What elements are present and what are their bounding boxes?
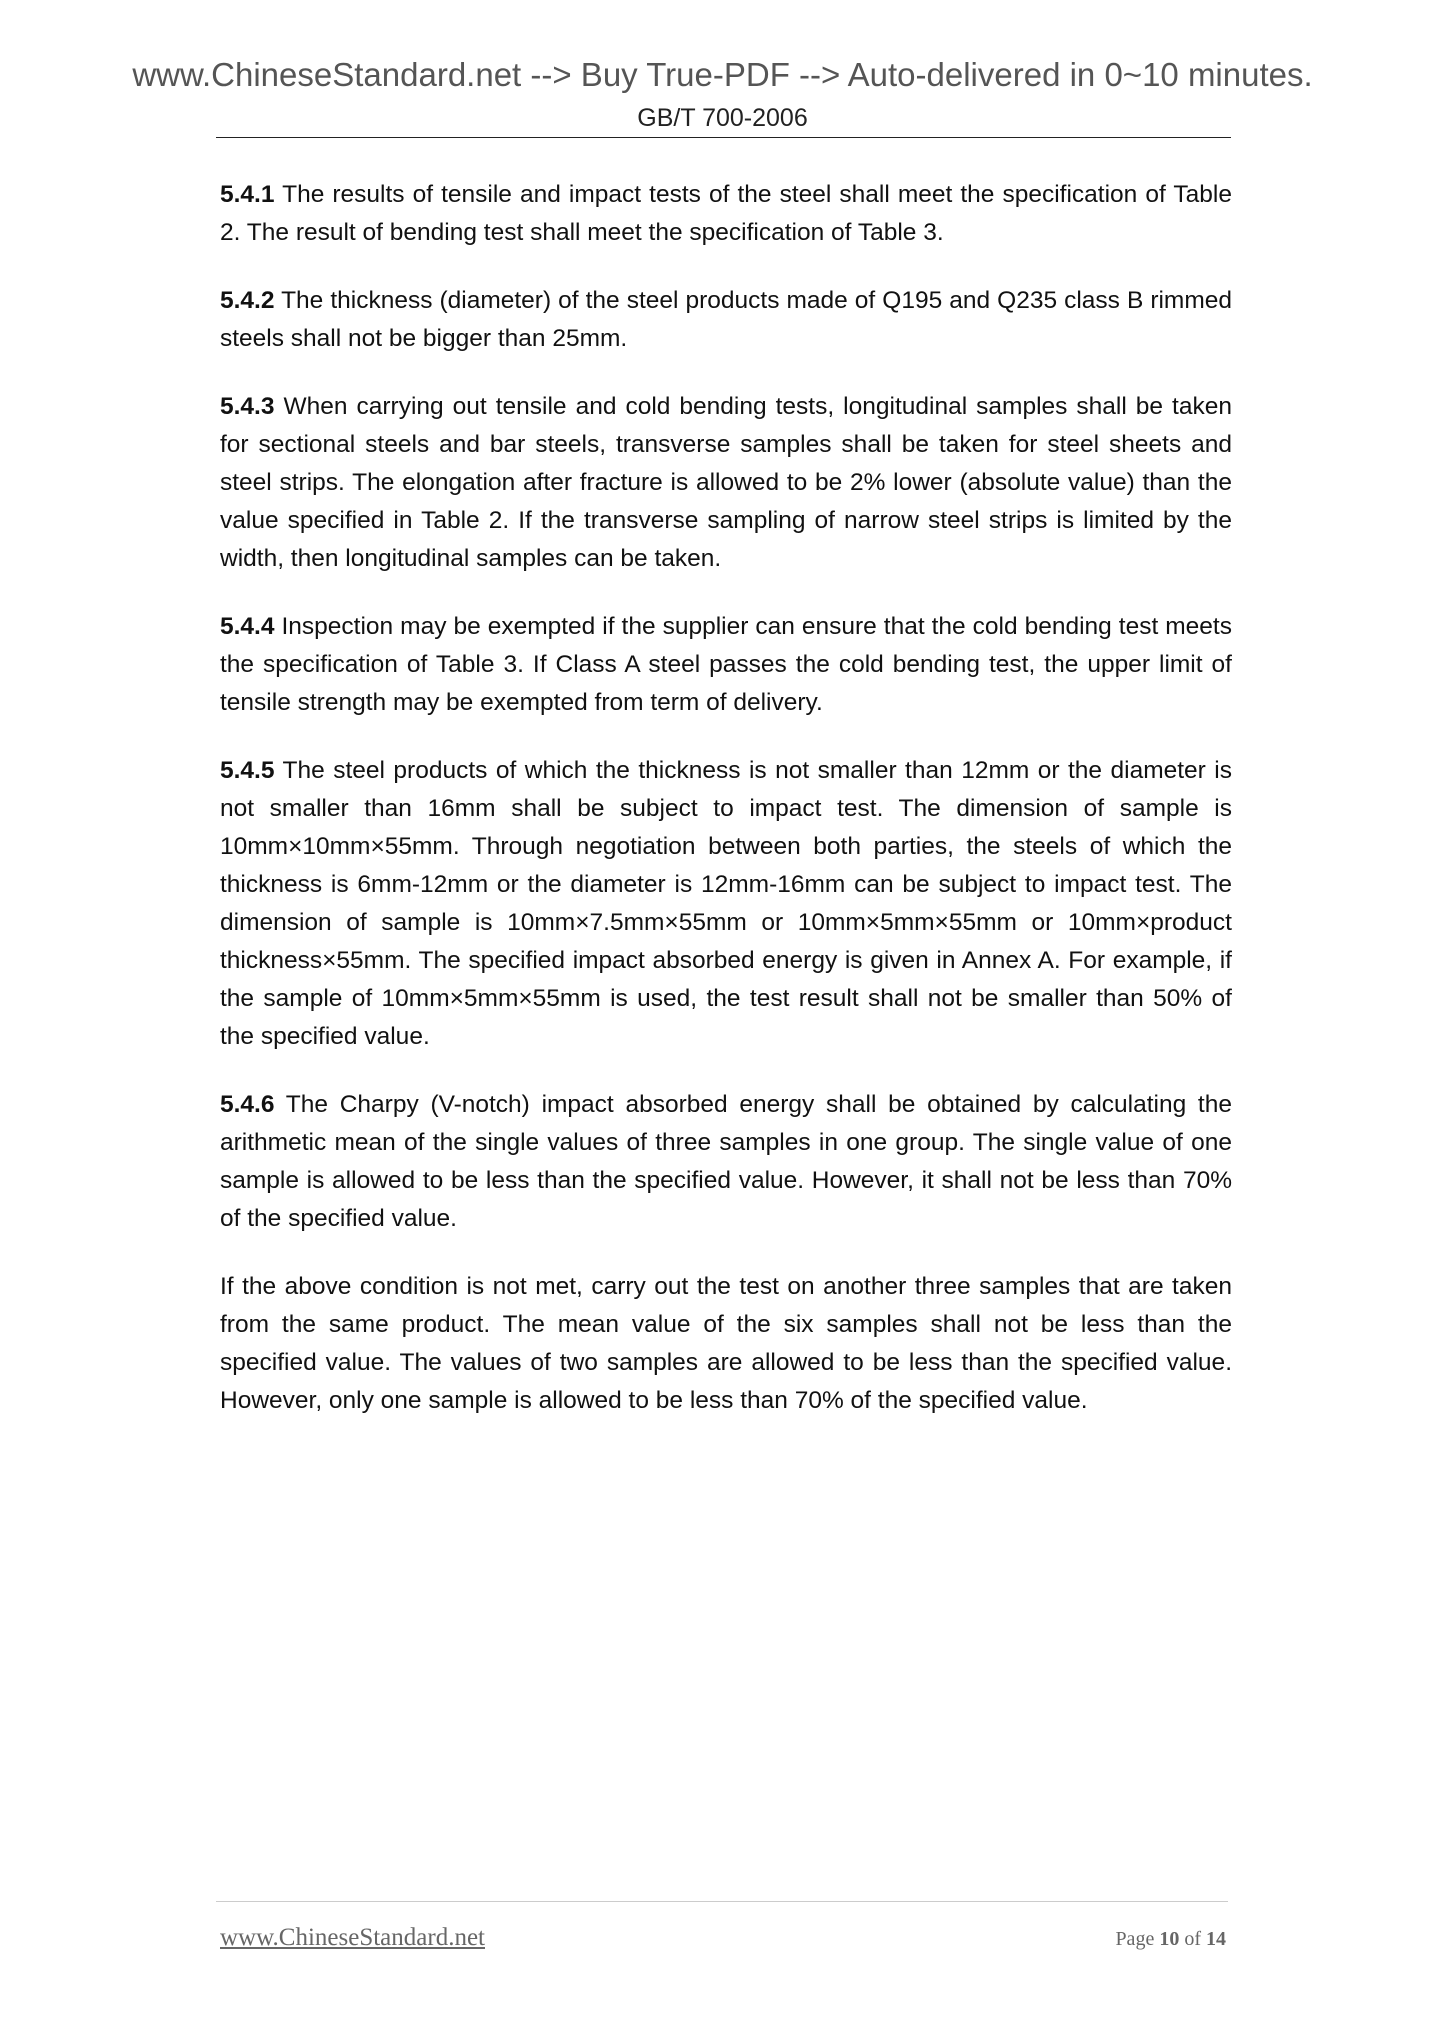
clause-number: 5.4.3 [220, 393, 275, 420]
paragraph-5-4-3 [220, 388, 1232, 578]
page-current: 10 [1159, 1928, 1180, 1950]
paragraph-text: Inspection may be exempted if the supplier can ensure that the cold bending test meets the specification of Table 3. If Class A steel passes the cold bending test, the upper limit of tensile strength may be exempted from term of delivery. [220, 613, 1232, 716]
paragraph-text: The thickness (diameter) of the steel products made of Q195 and Q235 class B rimmed steels shall not be bigger than 25mm. [220, 287, 1232, 352]
page-of-label: of [1184, 1928, 1201, 1950]
clause-number: 5.4.1 [220, 181, 275, 208]
paragraph-text: The results of tensile and impact tests of the steel shall meet the specification of Table 2. The result of bending test shall meet the specification of Table 3. [220, 181, 1232, 246]
footer-divider [216, 1901, 1228, 1902]
paragraph-5-4-1 [220, 176, 1232, 252]
paragraph-5-4-2 [220, 282, 1232, 358]
clause-number: 5.4.2 [220, 287, 275, 314]
paragraph-5-4-4 [220, 608, 1232, 722]
footer-website-link[interactable]: www.ChineseStandard.net [220, 1924, 485, 1951]
clause-number: 5.4.5 [220, 757, 275, 784]
paragraph-5-4-6 [220, 1086, 1232, 1238]
paragraph-5-4-5 [220, 752, 1232, 1056]
page-label: Page [1115, 1928, 1155, 1950]
standard-code: GB/T 700-2006 [637, 104, 808, 132]
header-banner-link[interactable]: www.ChineseStandard.net --> Buy True-PDF --> Auto-delivered in 0~10 minutes. [132, 56, 1313, 93]
header-divider [216, 137, 1231, 138]
paragraph-text: The steel products of which the thickness is not smaller than 12mm or the diameter is not smaller than 16mm shall be subject to impact test. The dimension of sample is 10mm×10mm×55mm. Through negotiation between both parties, the steels of which the thickness is 6mm-12mm or the diameter is 12mm-16mm can be subject to impact test. The dimension of sample is 10mm×7.5mm×55mm or 10mm×5mm×55mm or 10mm×product thickness×55mm. The specified impact absorbed energy is given in Annex A. For example, if the sample of 10mm×5mm×55mm is used, the test result shall not be smaller than 50% of the specified value. [220, 757, 1232, 1050]
paragraph-retest-condition [220, 1268, 1232, 1420]
clause-number: 5.4.6 [220, 1091, 275, 1118]
paragraph-text: When carrying out tensile and cold bending tests, longitudinal samples shall be taken for sectional steels and bar steels, transverse samples shall be taken for steel sheets and steel strips. The elongation after fracture is allowed to be 2% lower (absolute value) than the value specified in Table 2. If the transverse sampling of narrow steel strips is limited by the width, then longitudinal samples can be taken. [220, 393, 1232, 572]
clause-number: 5.4.4 [220, 613, 275, 640]
paragraph-text: The Charpy (V-notch) impact absorbed energy shall be obtained by calculating the arithmetic mean of the single values of three samples in one group. The single value of one sample is allowed to be less than the specified value. However, it shall not be less than 70% of the specified value. [220, 1091, 1232, 1232]
page-total: 14 [1206, 1928, 1226, 1950]
document-body [220, 176, 1232, 1450]
page-number [1115, 1928, 1226, 1951]
paragraph-text: If the above condition is not met, carry out the test on another three samples that are taken from the same product. The mean value of the six samples shall not be less than the specified value. The values of two samples are allowed to be less than the specified value. However, only one sample is allowed to be less than 70% of the specified value. [220, 1273, 1232, 1414]
